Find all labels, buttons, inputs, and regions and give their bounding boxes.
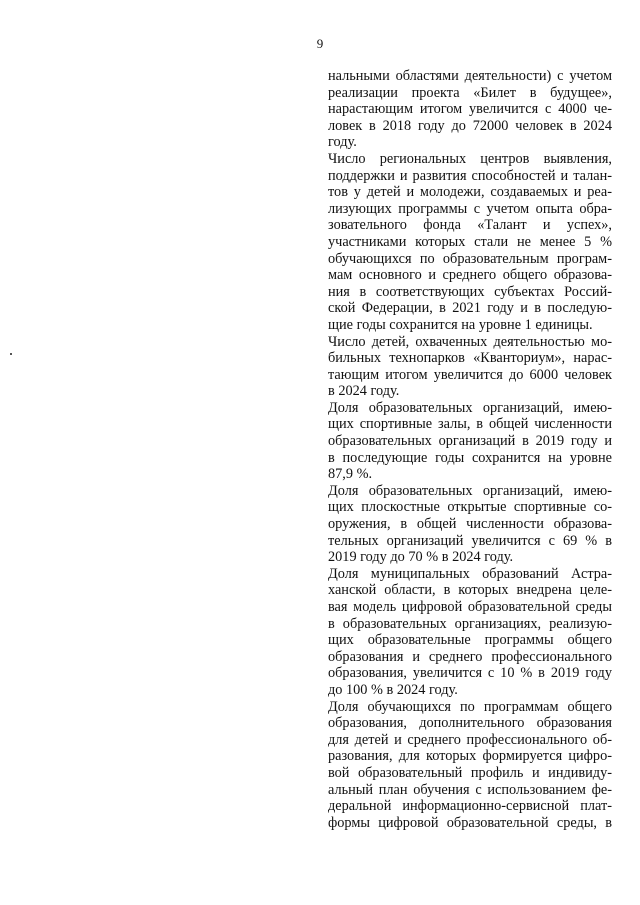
paragraph-5 xyxy=(328,483,612,566)
page-number: 9 xyxy=(316,36,324,51)
text-line: образования и среднего профессионального xyxy=(328,648,612,665)
text-line: в образовательных организациях, реализую- xyxy=(328,615,612,632)
paragraph-3 xyxy=(328,334,612,400)
text-line: оружения, в общей численности образова- xyxy=(328,516,612,533)
text-line: Доля муниципальных образований Астра- xyxy=(328,565,612,582)
document-text-column xyxy=(328,68,612,831)
text-line: вая модель цифровой образовательной среды xyxy=(328,599,612,615)
text-line: году. xyxy=(328,134,357,151)
text-line: тельных организаций увеличится с 69 % в xyxy=(328,532,612,549)
text-line: зовательного фонда «Талант и успех», xyxy=(328,217,612,234)
text-line: Число региональных центров выявления, xyxy=(328,150,612,167)
text-line: 2019 году до 70 % в 2024 году. xyxy=(328,549,514,566)
text-line: для детей и среднего профессионального об- xyxy=(328,731,612,748)
text-line: образования, дополнительного образования xyxy=(328,715,612,732)
text-line: деральной информационно-сервисной плат- xyxy=(328,798,612,815)
text-line: щих плоскостные открытые спортивные со- xyxy=(328,499,612,516)
text-line: Доля обучающихся по программам общего xyxy=(328,698,612,715)
text-line: 87,9 %. xyxy=(328,466,373,483)
text-line: поддержки и развития способностей и талан- xyxy=(328,167,612,184)
text-line: ловек в 2018 году до 72000 человек в 2024 xyxy=(328,117,612,134)
paragraph-6 xyxy=(328,566,612,699)
paragraph-2 xyxy=(328,151,612,334)
text-line: щие годы сохранится на уровне 1 единицы. xyxy=(328,316,593,333)
text-line: нарастающим итогом увеличится с 4000 че- xyxy=(328,101,612,118)
text-line: образовательных организаций в 2019 году и xyxy=(328,433,612,450)
text-line: формы цифровой образовательной среды, в xyxy=(328,814,612,831)
paragraph-4 xyxy=(328,400,612,483)
text-line: Доля образовательных организаций, имею- xyxy=(328,482,612,499)
text-line: тов у детей и молодежи, создаваемых и реа- xyxy=(328,184,612,201)
text-line: реализации проекта «Билет в будущее», xyxy=(328,84,612,101)
text-line: нальными областями деятельности) с учетом xyxy=(328,68,612,84)
text-line: ния в соответствующих субъектах Россий- xyxy=(328,283,612,300)
text-line: щих спортивные залы, в общей численности xyxy=(328,416,612,433)
text-line: ской Федерации, в 2021 году и в последую- xyxy=(328,300,612,317)
text-line: разования, для которых формируется цифро- xyxy=(328,748,612,765)
margin-mark xyxy=(10,353,12,355)
text-line: тающим итогом увеличится до 6000 человек xyxy=(328,366,612,383)
text-line: участниками которых стали не менее 5 % xyxy=(328,233,612,250)
text-line: Доля образовательных организаций, имею- xyxy=(328,399,612,416)
text-line: лизующих программы с учетом опыта обра- xyxy=(328,200,612,217)
text-line: вой образовательный профиль и индивиду- xyxy=(328,764,612,781)
text-line: бильных технопарков «Кванториум», нарас- xyxy=(328,350,612,367)
text-line: ханской области, в которых внедрена целе- xyxy=(328,582,612,599)
text-line: альный план обучения с использованием фе- xyxy=(328,781,612,798)
text-line: мам основного и среднего общего образова- xyxy=(328,267,612,284)
text-line: Число детей, охваченных деятельностью мо- xyxy=(328,333,612,350)
paragraph-7 xyxy=(328,699,612,832)
text-line: щих образовательные программы общего xyxy=(328,632,612,649)
text-line: образования, увеличится с 10 % в 2019 году xyxy=(328,665,612,682)
text-line: в последующие годы сохранится на уровне xyxy=(328,449,612,466)
paragraph-1 xyxy=(328,68,612,151)
text-line: в 2024 году. xyxy=(328,383,400,400)
text-line: до 100 % в 2024 году. xyxy=(328,681,458,698)
text-line: обучающихся по образовательным програм- xyxy=(328,250,612,267)
